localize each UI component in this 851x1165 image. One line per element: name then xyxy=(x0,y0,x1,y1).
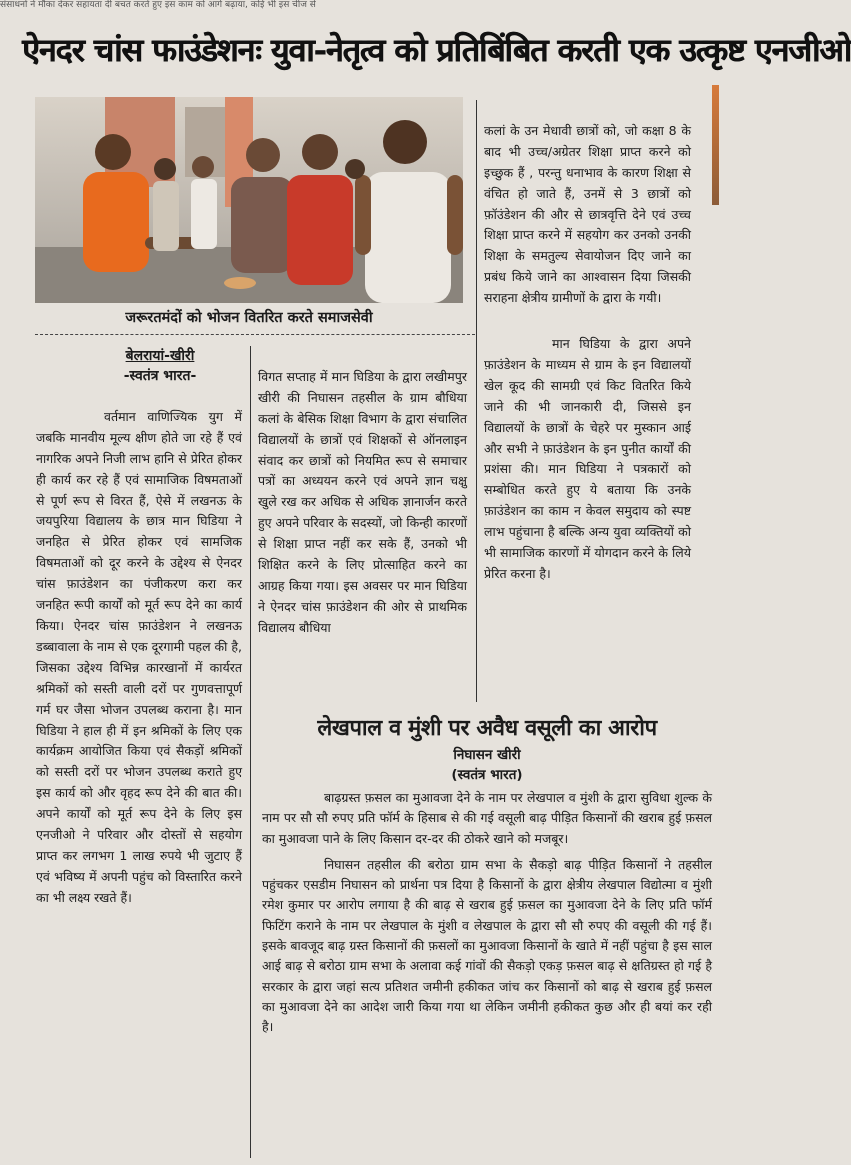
previous-article-strip: संसाधनों ने मौका देकर सहायता दी बचत करते हुए इस काम को आगे बढ़ाया, कोई भी इस चीज से xyxy=(0,0,316,10)
article1-col2-text: विगत सप्ताह में मान घिडिया के द्वारा लखीमपुर खीरी की निघासन तहसील के ग्राम बौधिया कलां के बेसिक शिक्षा विभाग के द्वारा संचालित विद्यालयों के छात्रों एवं शिक्षकों से ऑनलाइन संवाद कर छात्रों को नियमित रूप से समाचार पत्रों का अध्ययन करने एवं अपने ज्ञान चक्षु खुले रख कर अधिक से अधिक ज्ञानार्जन करते हुए अपने परिवार के सदस्यों, जो किन्ही कारणों से शिक्षा प्राप्त नहीं कर सके हैं, उनको भी शिक्षित करने के लिए प्रोत्साहित करने का आग्रह किया गया। इस अवसर पर मान घिडिया ने ऐनदर चांस फ़ाउंडेशन की ओर से प्राथमिक विद्यालय बौधिया xyxy=(258,368,467,635)
article1-col3-para2: मान घिडिया के द्वारा अपने फ़ाउंडेशन के माध्यम से ग्राम के इन विद्यालयों खेल कूद की सामग्री एवं किट वितरित किये जाने की भी जानकारी दी, जिससे इन विद्यालयों के छात्रों के चेहरे पर मुस्कान आई और सभी ने फ़ाउंडेशन के इन पुनीत कार्यों की प्रशंसा की। मान घिडिया ने पत्रकारों को सम्बोधित करते हुए ये बताया कि उनके फ़ाउंडेशन का काम न केवल समुदाय को स्पष्ट लाभ पहुंचाना है बल्कि अन्य युवा व्यक्तियों को भी सामाजिक कारणों में योगदान करने के लिये प्रेरित करना है। xyxy=(484,335,691,581)
article1-column3 xyxy=(484,100,691,700)
article2-para2: निघासन तहसील की बरोठा ग्राम सभा के सैकड़ो बाढ़ पीड़ित किसानों ने तहसील पहुंचकर एसडीम निघासन को प्रार्थना पत्र दिया है किसानों के द्वारा क्षेत्रीय लेखपाल विद्योत्मा व मुंशी रमेश कुमार पर आरोप लगाया है की बाढ़ से खराब हुई फ़सल का मुआवजा देने के लिए प्रति फॉर्म फिटिंग कराने के नाम पर लेखपाल के मुंशी व लेखपाल के द्वारा सौ सौ रुपए की वसूली की गई हैं। इसके बावजूद बाढ़ ग्रस्त किसानों की फ़सलों का मुआवजा किसानों के खाते में नहीं पहुंचा है इस साल आई बाढ़ से बरोठा ग्राम सभा के अलावा कई गांवों की सैकड़ो एकड़ फ़सल बाढ़ से क्षतिग्रस्त हो गई है सरकार के द्वारा जहां सत्य प्रतिशत जमीनी हकीकत जांच कर किसानों को बाढ़ से खराब हुई फ़सल का मुआवजा देने का आदेश जारी किया गया था लेकिन जमीनी हकीकत कुछ और ही बयां कर रही है। xyxy=(262,856,712,1035)
photo-caption: जरूरतमंदों को भोजन वितरित करते समाजसेवी xyxy=(125,310,373,326)
article2-para1: बाढ़ग्रस्त फ़सल का मुआवजा देने के नाम पर लेखपाल व मुंशी के द्वारा सुविधा शुल्क के नाम पर सौ सौ रुपए प्रति फॉर्म के हिसाब से की गई वसूली बाढ़ पीड़ित किसानों की खराब हुई फ़सल का मुआवजा पाने के लिए किसान दर-दर की ठोकरे खाने को मजबूर। xyxy=(262,790,712,846)
article1-column1 xyxy=(36,386,242,1156)
caption-divider xyxy=(35,334,475,335)
column-divider-1 xyxy=(250,346,251,1158)
dateline-place: बेलरायां-खीरी xyxy=(125,348,195,364)
food-plate xyxy=(224,277,256,289)
main-headline: ऐनदर चांस फाउंडेशनः युवा-नेतृत्व को प्रतिबिंबित करती एक उत्कृष्ट एनजीओ xyxy=(22,31,851,69)
article2-dateline-source: (स्वतंत्र भारत) xyxy=(451,767,523,783)
dateline-source: -स्वतंत्र भारत- xyxy=(123,368,197,384)
adjacent-page-photo-edge xyxy=(712,85,719,205)
article1-col3-para1: कलां के उन मेधावी छात्रों को, जो कक्षा 8 के बाद भी उच्च/अग्रेतर शिक्षा प्राप्त करने को इच्छुक हैं , परन्तु धनाभाव के कारण शिक्षा से वंचित हो जाते हैं, उनमें से 3 छात्रों को फ़ॉउंडेशन की और से छात्रवृत्ति देने एवं उच्च शिक्षा प्राप्त करने में सहयोग कर उनको उनकी शिक्षा के समतुल्य सेवायोजन दिए जाने का प्रबंध किये जाने का आश्वासन दिया जिसकी सराहना क्षेत्रीय ग्रामीणों के द्वारा के गयी। xyxy=(484,122,691,306)
article1-column2 xyxy=(258,346,467,701)
column-divider-2 xyxy=(476,100,477,702)
article2-dateline xyxy=(262,745,712,785)
article2-dateline-place: निघासन खीरी xyxy=(453,747,521,763)
news-photo xyxy=(35,97,463,303)
article1-dateline xyxy=(80,346,240,386)
article2-headline: लेखपाल व मुंशी पर अवैध वसूली का आरोप xyxy=(317,715,657,741)
article1-col1-text: वर्तमान वाणिज्यिक युग में जबकि मानवीय मूल्य क्षीण होते जा रहे हैं एवं नागरिक अपने निजी लाभ हानि से प्रेरित होकर ही कार्य कर रहे हैं एवं सामाजिक विषमताओं से पूर्ण रूप से विरत हैं, ऐसे में लखनऊ के जयपुरिया विद्यालय के छात्र मान घिडिया ने जनहित से प्रेरित होकर एवं सामजिक विषमताओं को दूर करने के उद्देश्य से ऐनदर चांस फ़ाउंडेशन का पंजीकरण करा कर जनहित रूपी कार्यों को मूर्त रूप देने का कार्य किया। ऐनदर चांस फ़ाउंडेशन ने लखनऊ डब्बावाला के नाम से एक दूरगामी पहल की है, जिसका उद्देश्य विभिन्न कारखानों में कार्यरत श्रमिकों को सस्ती वाली दरों पर गुणवत्तापूर्ण गर्म घर जैसा भोजन उपलब्ध कराना है। मान घिडिया ने हाल ही में इन श्रमिकों के लिए एक कार्यक्रम आयोजित किया एवं सैकड़ों श्रमिकों को सस्ती दरों पर भोजन उपलब्ध कराते हुए इस कार्य को और वृहद रूप देने की बात की। अपने कार्यों को मूर्त रूप देने के लिए इस एनजीओ ने परिवार और दोस्तों से सहयोग प्राप्त कर लगभग 1 लाख रुपये भी जुटाए हैं एवं भविष्य में अपनी पहुंच को विस्तारित करने का भी लक्ष्य रखते हैं। xyxy=(36,408,242,905)
article2-body xyxy=(262,788,712,1038)
